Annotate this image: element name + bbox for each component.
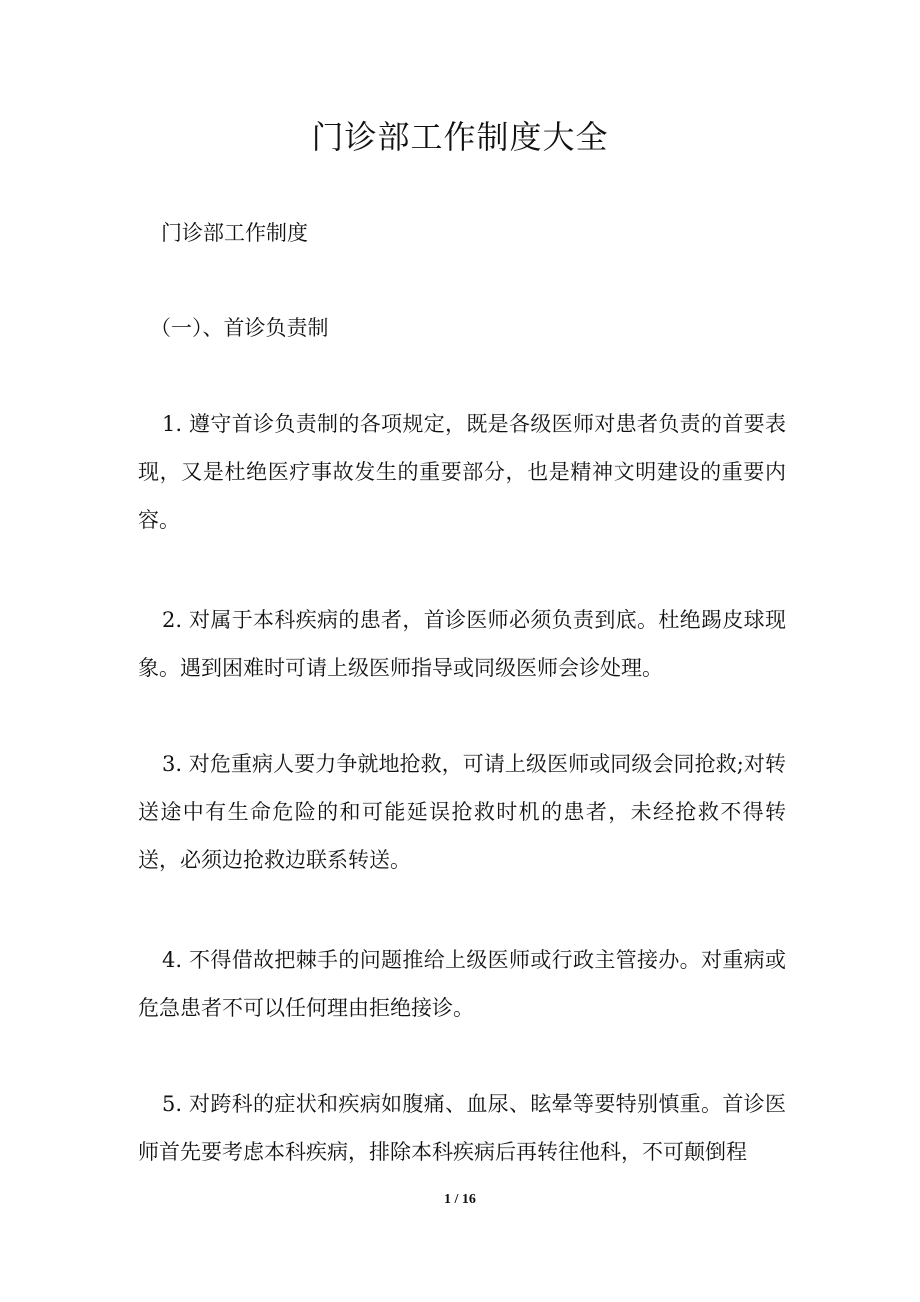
subsection-heading: （一）、首诊负责制 <box>150 316 329 340</box>
document-title: 门诊部工作制度大全 <box>311 118 609 156</box>
page-number: 1 / 16 <box>444 1192 476 1207</box>
paragraph-4: 4. 不得借故把棘手的问题推给上级医师或行政主管接办。对重病或危急患者不可以任何理由拒绝接诊。 <box>138 948 786 1020</box>
paragraph-1: 1. 遵守首诊负责制的各项规定，既是各级医师对患者负责的首要表现，又是杜绝医疗事故发生的重要部分，也是精神文明建设的重要内容。 <box>138 412 786 532</box>
paragraph-5: 5. 对跨科的症状和疾病如腹痛、血尿、眩晕等要特别慎重。首诊医师首先要考虑本科疾病，排除本科疾病后再转往他科，不可颠倒程 <box>138 1092 786 1164</box>
paragraph-2: 2. 对属于本科疾病的患者，首诊医师必须负责到底。杜绝踢皮球现象。遇到困难时可请上级医师指导或同级医师会诊处理。 <box>138 608 786 680</box>
section-heading: 门诊部工作制度 <box>161 221 308 245</box>
paragraph-3: 3. 对危重病人要力争就地抢救，可请上级医师或同级会同抢救;对转送途中有生命危险的和可能延误抢救时机的患者，未经抢救不得转送，必须边抢救边联系转送。 <box>138 752 786 872</box>
